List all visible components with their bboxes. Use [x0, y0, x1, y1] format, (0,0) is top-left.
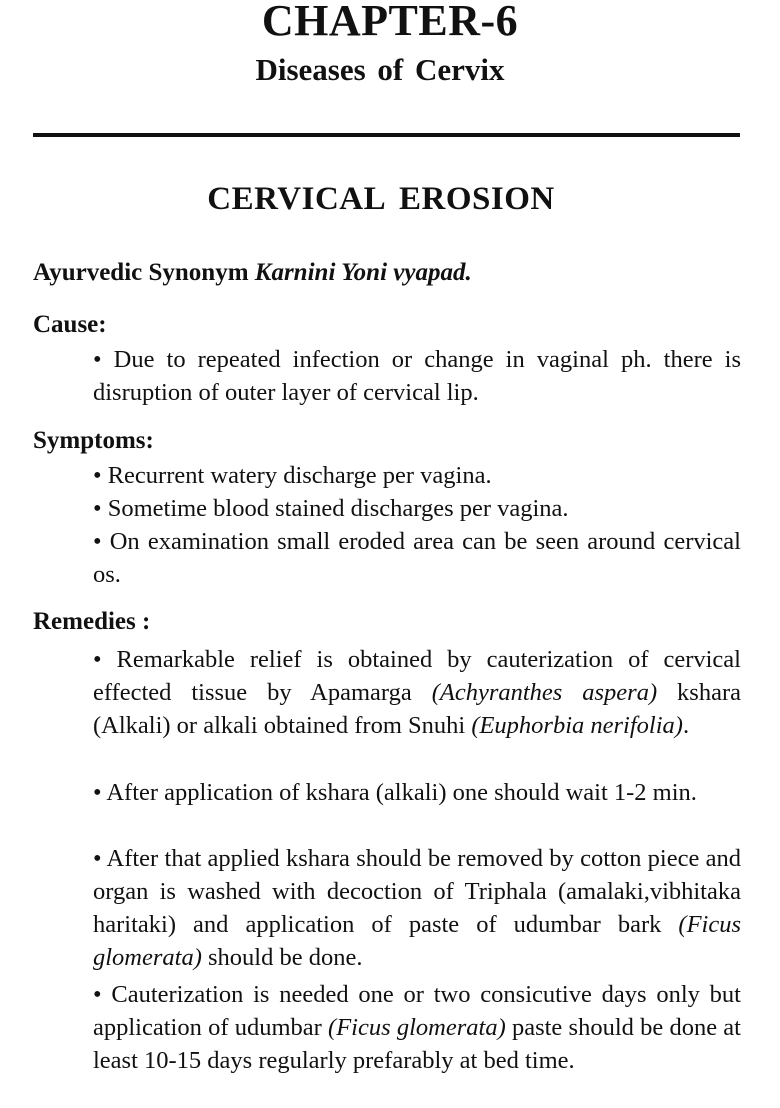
symptoms-heading: Symptoms:: [33, 427, 154, 454]
symptom-item: • Sometime blood stained discharges per vagina.: [93, 495, 569, 522]
synonym-term: Karnini Yoni vyapad.: [254, 259, 472, 286]
remedy-item-2: [33, 776, 741, 809]
remedy-item-3: [33, 842, 741, 974]
remedies-heading: Remedies :: [33, 608, 151, 635]
section-title: CERVICAL EROSION: [207, 181, 555, 217]
horizontal-divider: [33, 133, 740, 137]
remedy-text: • After that applied kshara should be removed by cotton piece and organ is washed with decoction of Triphala (amalaki,vibhitaka haritaki) and application of paste of udumbar bark: [93, 845, 741, 938]
remedy-item-1: [33, 643, 741, 742]
symptom-item: • On examination small eroded area can be seen around cervical os.: [93, 528, 741, 588]
remedy-text: kshara (Alkali) or alkali obtained from Snuhi: [93, 679, 741, 739]
chapter-number: CHAPTER-6: [261, 0, 519, 45]
botanical-name: (Ficus glomerata): [328, 1014, 506, 1041]
botanical-name: (Achyranthes aspera): [431, 679, 658, 706]
remedy-item-4: [33, 978, 741, 1077]
chapter-subtitle: Diseases of Cervix: [255, 52, 505, 87]
symptom-paragraph: [33, 525, 741, 591]
cause-item: • Due to repeated infection or change in vaginal ph. there is disruption of outer layer of cervical lip.: [93, 346, 741, 406]
symptom-item: • Recurrent watery discharge per vagina.: [93, 462, 492, 489]
synonym-label: Ayurvedic Synonym: [33, 259, 249, 286]
remedy-text: should be done.: [201, 944, 363, 971]
botanical-name: (Euphorbia nerifolia): [471, 712, 683, 739]
ayurvedic-synonym: [33, 257, 472, 289]
remedy-text: .: [682, 712, 690, 739]
remedy-text: • Cauterization is needed one or two consicutive days only but application of udumbar: [93, 981, 741, 1041]
botanical-name: (Ficus glomerata): [93, 911, 741, 971]
cause-heading: Cause:: [33, 311, 107, 338]
remedy-text: paste should be done at least 10-15 days regularly prefarably at bed time.: [93, 1014, 741, 1074]
cause-paragraph: [33, 343, 741, 409]
remedy-text: • Remarkable relief is obtained by cauterization of cervical effected tissue by Apamarga: [93, 646, 741, 706]
remedy-text: • After application of kshara (alkali) one should wait 1-2 min.: [93, 779, 697, 806]
